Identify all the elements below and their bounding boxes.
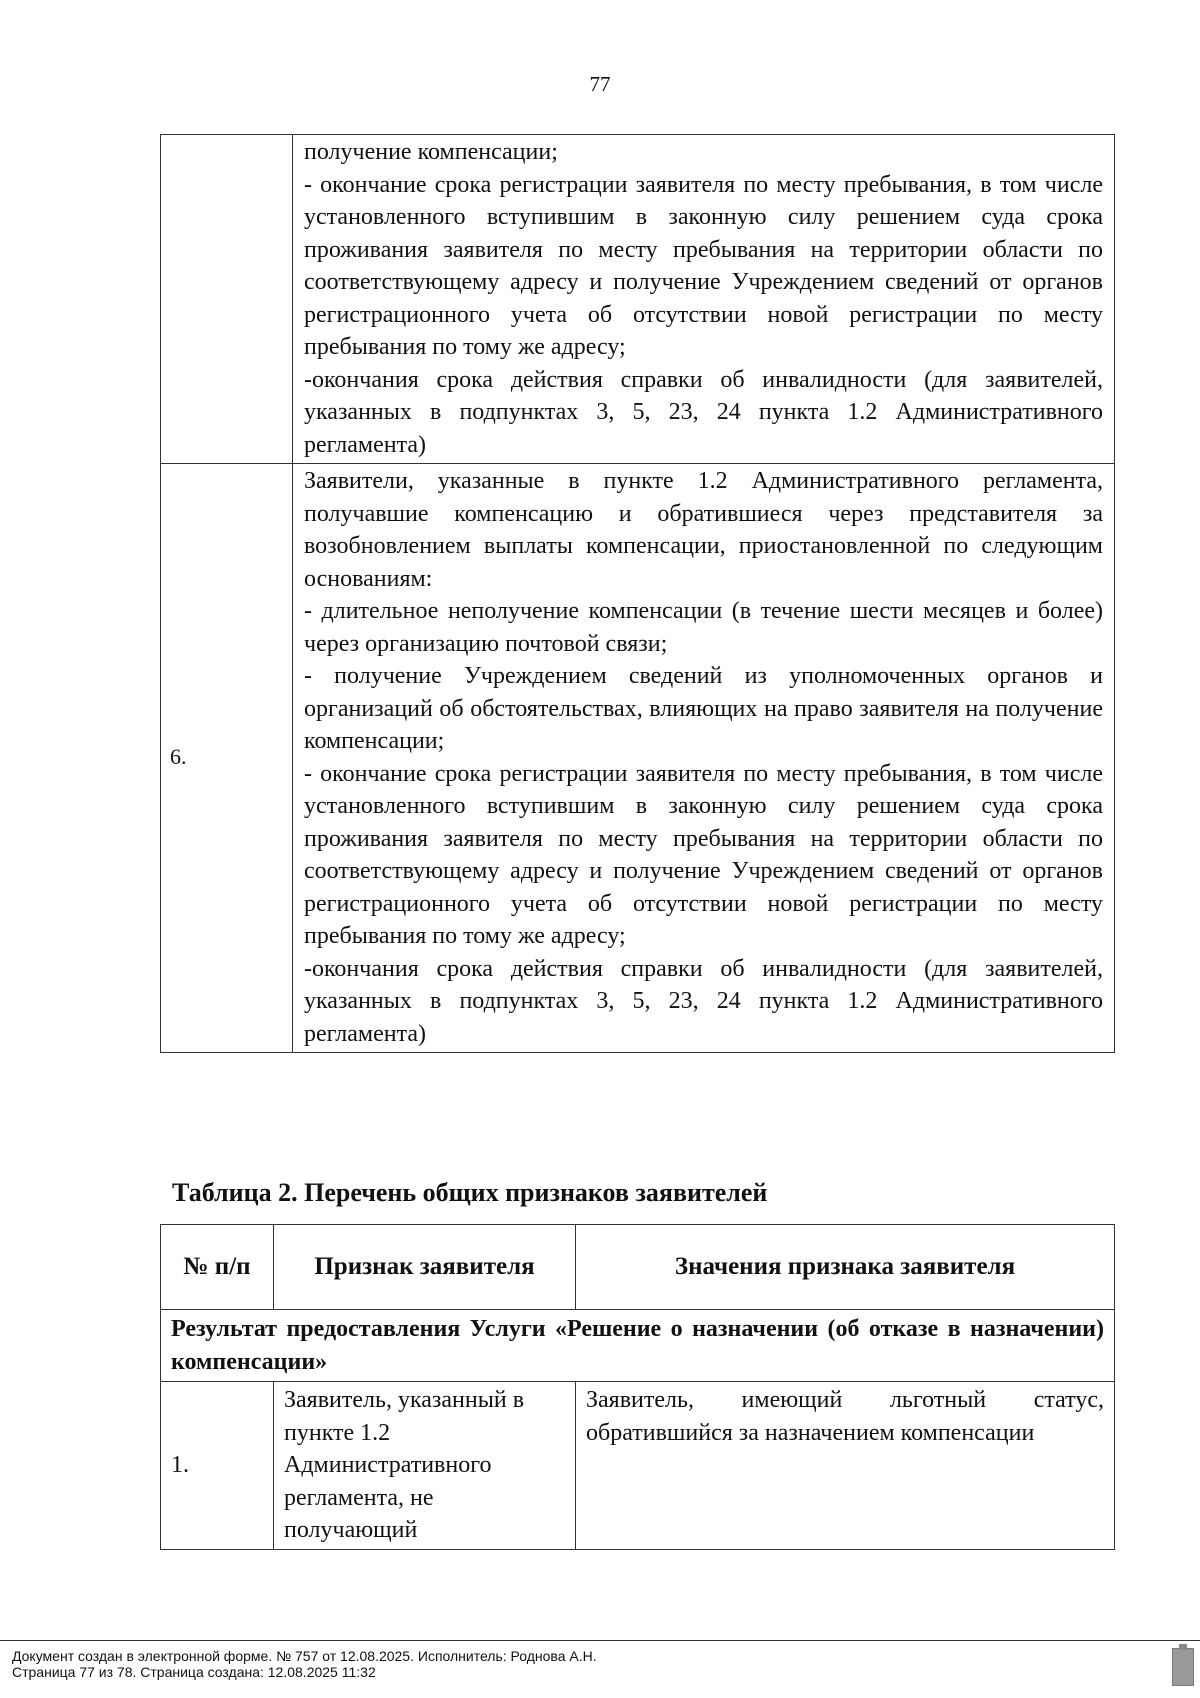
row-text <box>293 464 1115 1053</box>
document-footer <box>12 1648 597 1680</box>
footer-page-info: Страница 77 из 78. Страница создана: 12.08.2025 11:32 <box>12 1664 376 1680</box>
text-line: -окончания срока действия справки об инвалидности (для заявителей, указанных в подпунктах 3, 5, 23, 24 пункта 1.2 Административного регламента) <box>304 366 1103 458</box>
row-number: 6. <box>161 464 293 1053</box>
table-row <box>161 135 1115 464</box>
section-row <box>161 1310 1115 1382</box>
table-header-row <box>161 1225 1115 1310</box>
row-number: 1. <box>161 1382 274 1550</box>
text-line: - окончание срока регистрации заявителя по месту пребывания, в том числе установленного вступившим в законную силу решением суда срока проживания заявителя по месту пребывания на территории области по соответствующему адресу и получение Учреждением сведений от органов регистрационного учета об отсутствии новой регистрации по месту пребывания по тому же адресу; <box>304 760 1103 949</box>
sign-cell: Заявитель, указанный в пункте 1.2 Административного регламента, не получающий <box>274 1382 576 1550</box>
applicant-signs-table <box>160 1224 1115 1550</box>
row-text <box>293 135 1115 464</box>
text-line: Заявители, указанные в пункте 1.2 Административного регламента, получавшие компенсацию и обратившиеся через представителя за возобновлением выплаты компенсации, приостановленной по следующим основаниям: <box>304 468 1103 592</box>
text-line: -окончания срока действия справки об инвалидности (для заявителей, указанных в подпунктах 3, 5, 23, 24 пункта 1.2 Административного регламента) <box>304 955 1103 1047</box>
text-line: - длительное неполучение компенсации (в течение шести месяцев и более) через организацию почтовой связи; <box>304 598 1103 657</box>
header-number: № п/п <box>161 1225 274 1310</box>
footer-divider <box>0 1640 1200 1641</box>
row-number <box>161 135 293 464</box>
criteria-table-continuation <box>160 134 1115 1053</box>
text-line: - окончание срока регистрации заявителя по месту пребывания, в том числе установленного вступившим в законную силу решением суда срока проживания заявителя по месту пребывания на территории области по соответствующему адресу и получение Учреждением сведений от органов регистрационного учета об отсутствии новой регистрации по месту пребывания по тому же адресу; <box>304 171 1103 360</box>
text-line: - получение Учреждением сведений из уполномоченных органов и организаций об обстоятельствах, влияющих на право заявителя на получение компенсации; <box>304 663 1103 754</box>
section-title: Результат предоставления Услуги «Решение о назначении (об отказе в назначении) компенсации» <box>161 1310 1115 1382</box>
value-cell: Заявитель, имеющий льготный статус, обратившийся за назначением компенсации <box>576 1382 1115 1550</box>
page-number: 77 <box>589 72 611 96</box>
text-line: получение компенсации; <box>304 139 558 165</box>
table-caption: Таблица 2. Перечень общих признаков заявителей <box>172 1178 768 1207</box>
table-row <box>161 464 1115 1053</box>
header-value: Значения признака заявителя <box>576 1225 1115 1310</box>
coat-of-arms-icon <box>1172 1648 1194 1686</box>
table-row <box>161 1382 1115 1550</box>
header-sign: Признак заявителя <box>274 1225 576 1310</box>
footer-document-info: Документ создан в электронной форме. № 757 от 12.08.2025. Исполнитель: Роднова А.Н. <box>12 1648 597 1664</box>
